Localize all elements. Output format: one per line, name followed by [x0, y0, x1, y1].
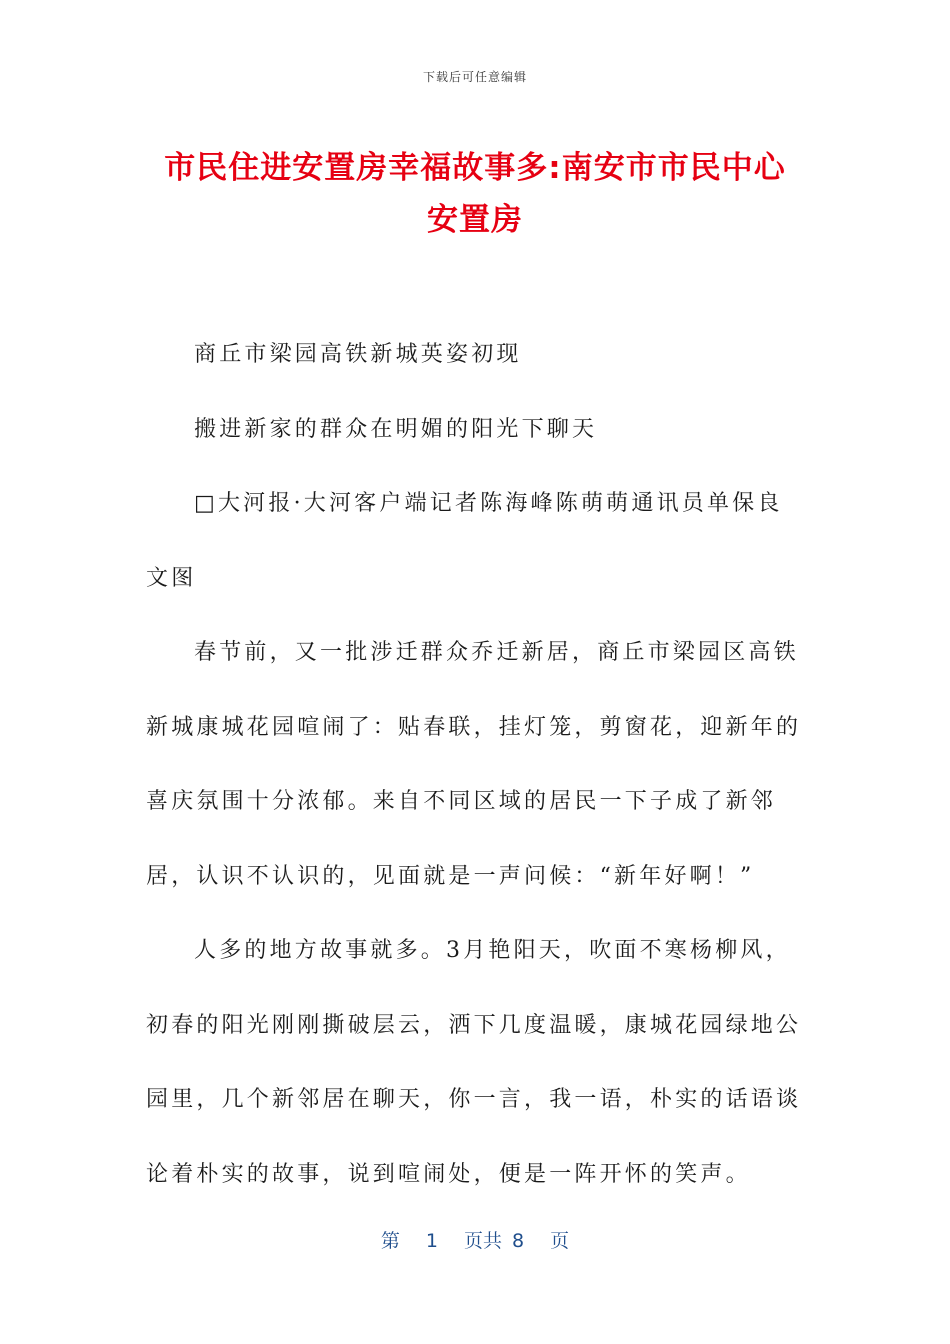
paragraph: □大河报·大河客户端记者陈海峰陈萌萌通讯员单保良文图	[146, 491, 783, 591]
title-line-2: 安置房	[427, 202, 523, 238]
paragraph: 商丘市梁园高铁新城英姿初现	[194, 342, 522, 367]
page-footer	[0, 1226, 950, 1253]
document-body	[146, 318, 806, 1212]
paragraph: 搬进新家的群众在明媚的阳光下聊天	[194, 416, 598, 442]
footer-prefix: 第	[380, 1230, 400, 1252]
page-total: 8	[512, 1230, 525, 1252]
footer-middle: 页共	[463, 1230, 502, 1252]
title-line-1: 市民住进安置房幸福故事多:南安市市民中心	[164, 150, 786, 186]
document-title	[140, 142, 810, 246]
page-number: 1	[425, 1230, 438, 1252]
paragraph: 春节前，又一批涉迁群众乔迁新居，商丘市梁园区高铁新城康城花园喧闹了：贴春联，挂灯笼，剪窗花，迎新年的喜庆氛围十分浓郁。来自不同区域的居民一下子成了新邻居，认识不认识的，见面就是一声问候：“新年好啊！”	[146, 640, 802, 889]
paragraph: 人多的地方故事就多。3月艳阳天，吹面不寒杨柳风，初春的阳光刚刚撕破层云，洒下几度温暖，康城花园绿地公园里，几个新邻居在聊天，你一言，我一语，朴实的话语谈论着朴实的故事，说到喧闹处，便是一阵开怀的笑声。	[146, 938, 802, 1187]
download-note: 下载后可任意编辑	[422, 70, 527, 84]
footer-suffix: 页	[550, 1230, 570, 1252]
